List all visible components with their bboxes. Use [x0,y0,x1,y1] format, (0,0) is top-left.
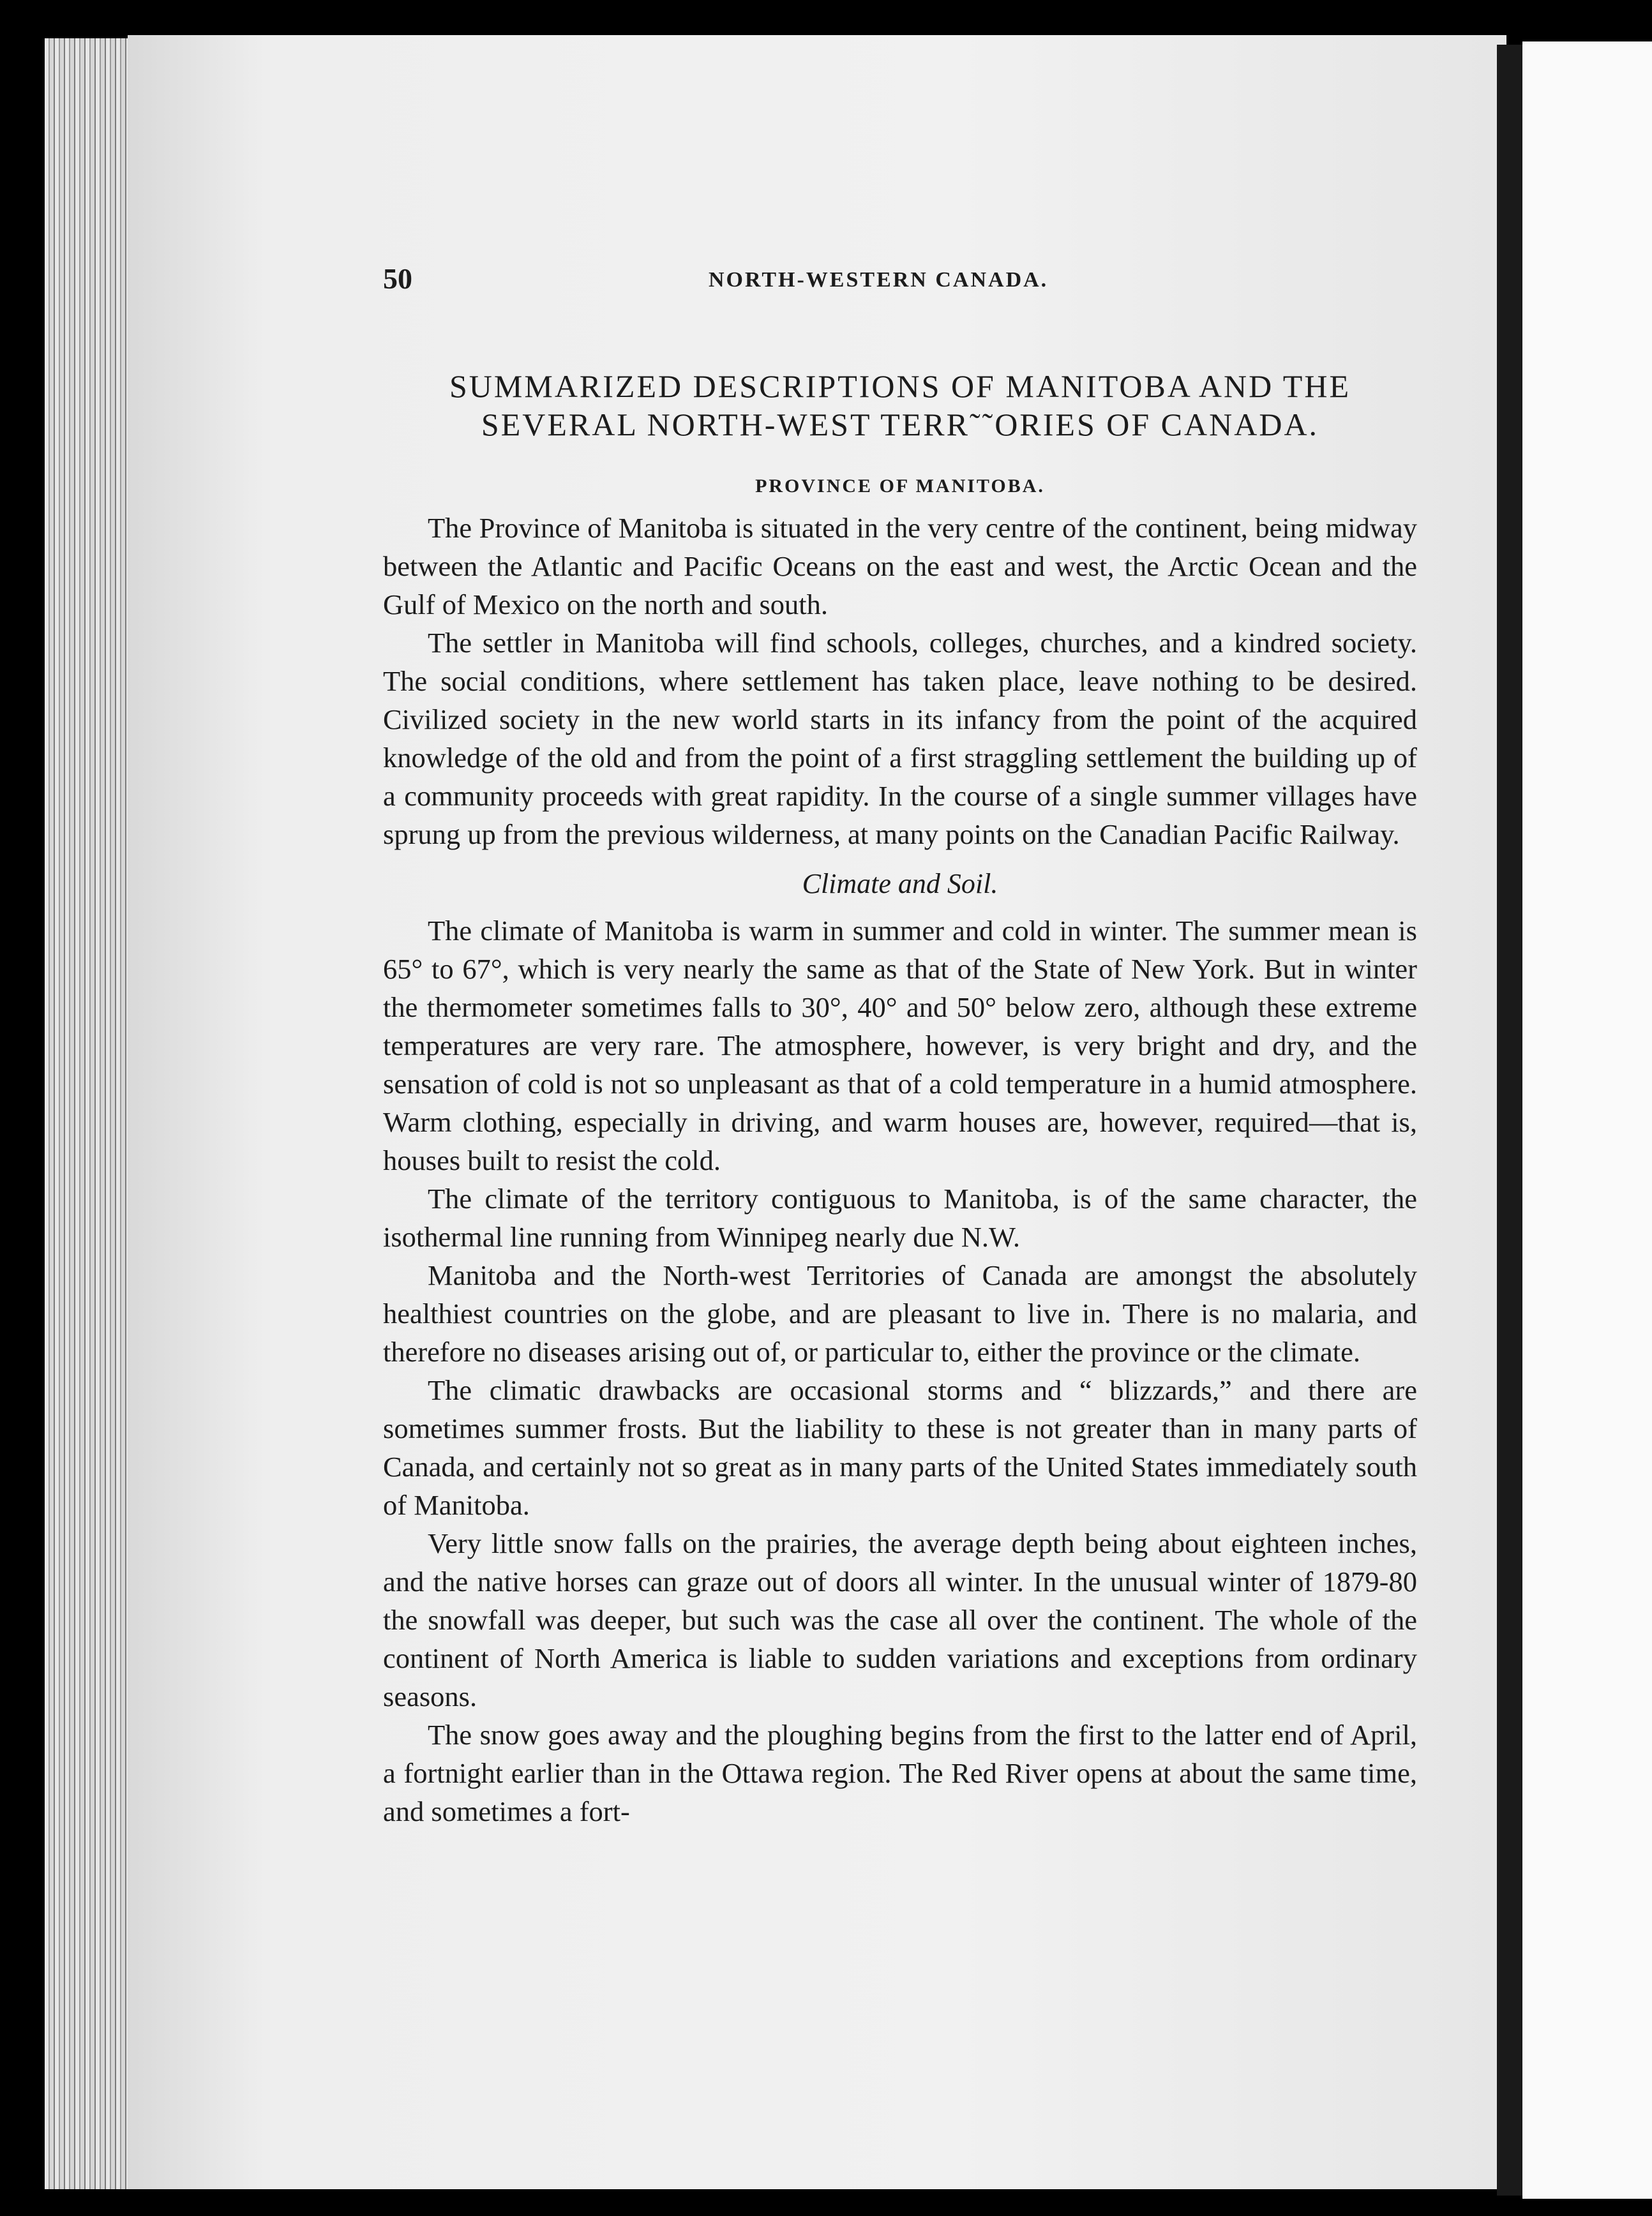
climate-paragraphs [383,911,1417,1830]
paragraph: Manitoba and the North-west Territories of Canada are amongst the absolutely healthiest countries on the globe, and are pleasant to live in. There is no malaria, and therefore no diseases arising out of, or particular to, either the province or the climate. [383,1259,1417,1368]
book-binding [1497,45,1522,2196]
page-number: 50 [383,262,412,295]
sub-heading: Climate and Soil. [802,868,998,899]
section-heading: PROVINCE OF MANITOBA. [755,475,1045,497]
paragraph: The settler in Manitoba will find schools, colleges, churches, and a kindred society. The social conditions, where settlement has taken place, leave nothing to be desired. Civilized society in the new world starts in its infancy from the point of the acquired knowledge of the old and from the point of a first straggling settlement the building up of a community proceeds with great rapidity. In the course of a single summer villages have sprung up from the previous wilderness, at many points on the Canadian Pacific Railway. [383,627,1417,850]
paragraph: The climatic drawbacks are occasional storms and “ blizzards,” and there are sometimes summer frosts. But the liability to these is not greater than in many parts of Canada, and certainly not so great as in many parts of the United States immediately south of Manitoba. [383,1374,1417,1521]
running-head [383,255,1417,300]
main-title-line-1: SUMMARIZED DESCRIPTIONS OF MANITOBA AND THE [449,368,1351,404]
main-title-line-2: SEVERAL NORTH-WEST TERR˜˜ORIES OF CANADA. [481,407,1319,442]
facing-page [1522,41,1652,2199]
paragraph: The climate of Manitoba is warm in summer and cold in winter. The summer mean is 65° to 67°, which is very nearly the same as that of the State of New York. But in winter the thermometer sometimes falls to 30°, 40° and 50° below zero, although these extreme temperatures are very rare. The atmosphere, however, is very bright and dry, and the sensation of cold is not so unpleasant as that of a cold temperature in a humid atmosphere. Warm clothing, especially in driving, and warm houses are, however, required—that is, houses built to resist the cold. [383,915,1417,1176]
main-title [383,367,1417,444]
paragraph: The Province of Manitoba is situated in the very centre of the continent, being midway between the Atlantic and Pacific Oceans on the east and west, the Arctic Ocean and the Gulf of Mexico on the north and south. [383,512,1417,620]
paragraph: The snow goes away and the ploughing begins from the first to the latter end of April, a fortnight earlier than in the Ottawa region. The Red River opens at about the same time, and sometimes a fort- [383,1719,1417,1827]
page-content [383,255,1417,1830]
paragraph: Very little snow falls on the prairies, the average depth being about eighteen inches, and the native horses can graze out of doors all winter. In the unusual winter of 1879-80 the snowfall was deeper, but such was the case all over the continent. The whole of the continent of North America is liable to sudden variations and exceptions from ordinary seasons. [383,1527,1417,1712]
intro-paragraphs [383,509,1417,853]
paragraph: The climate of the territory contiguous to Manitoba, is of the same character, the isothermal line running from Winnipeg nearly due N.W. [383,1183,1417,1253]
running-title: NORTH-WESTERN CANADA. [709,268,1049,292]
